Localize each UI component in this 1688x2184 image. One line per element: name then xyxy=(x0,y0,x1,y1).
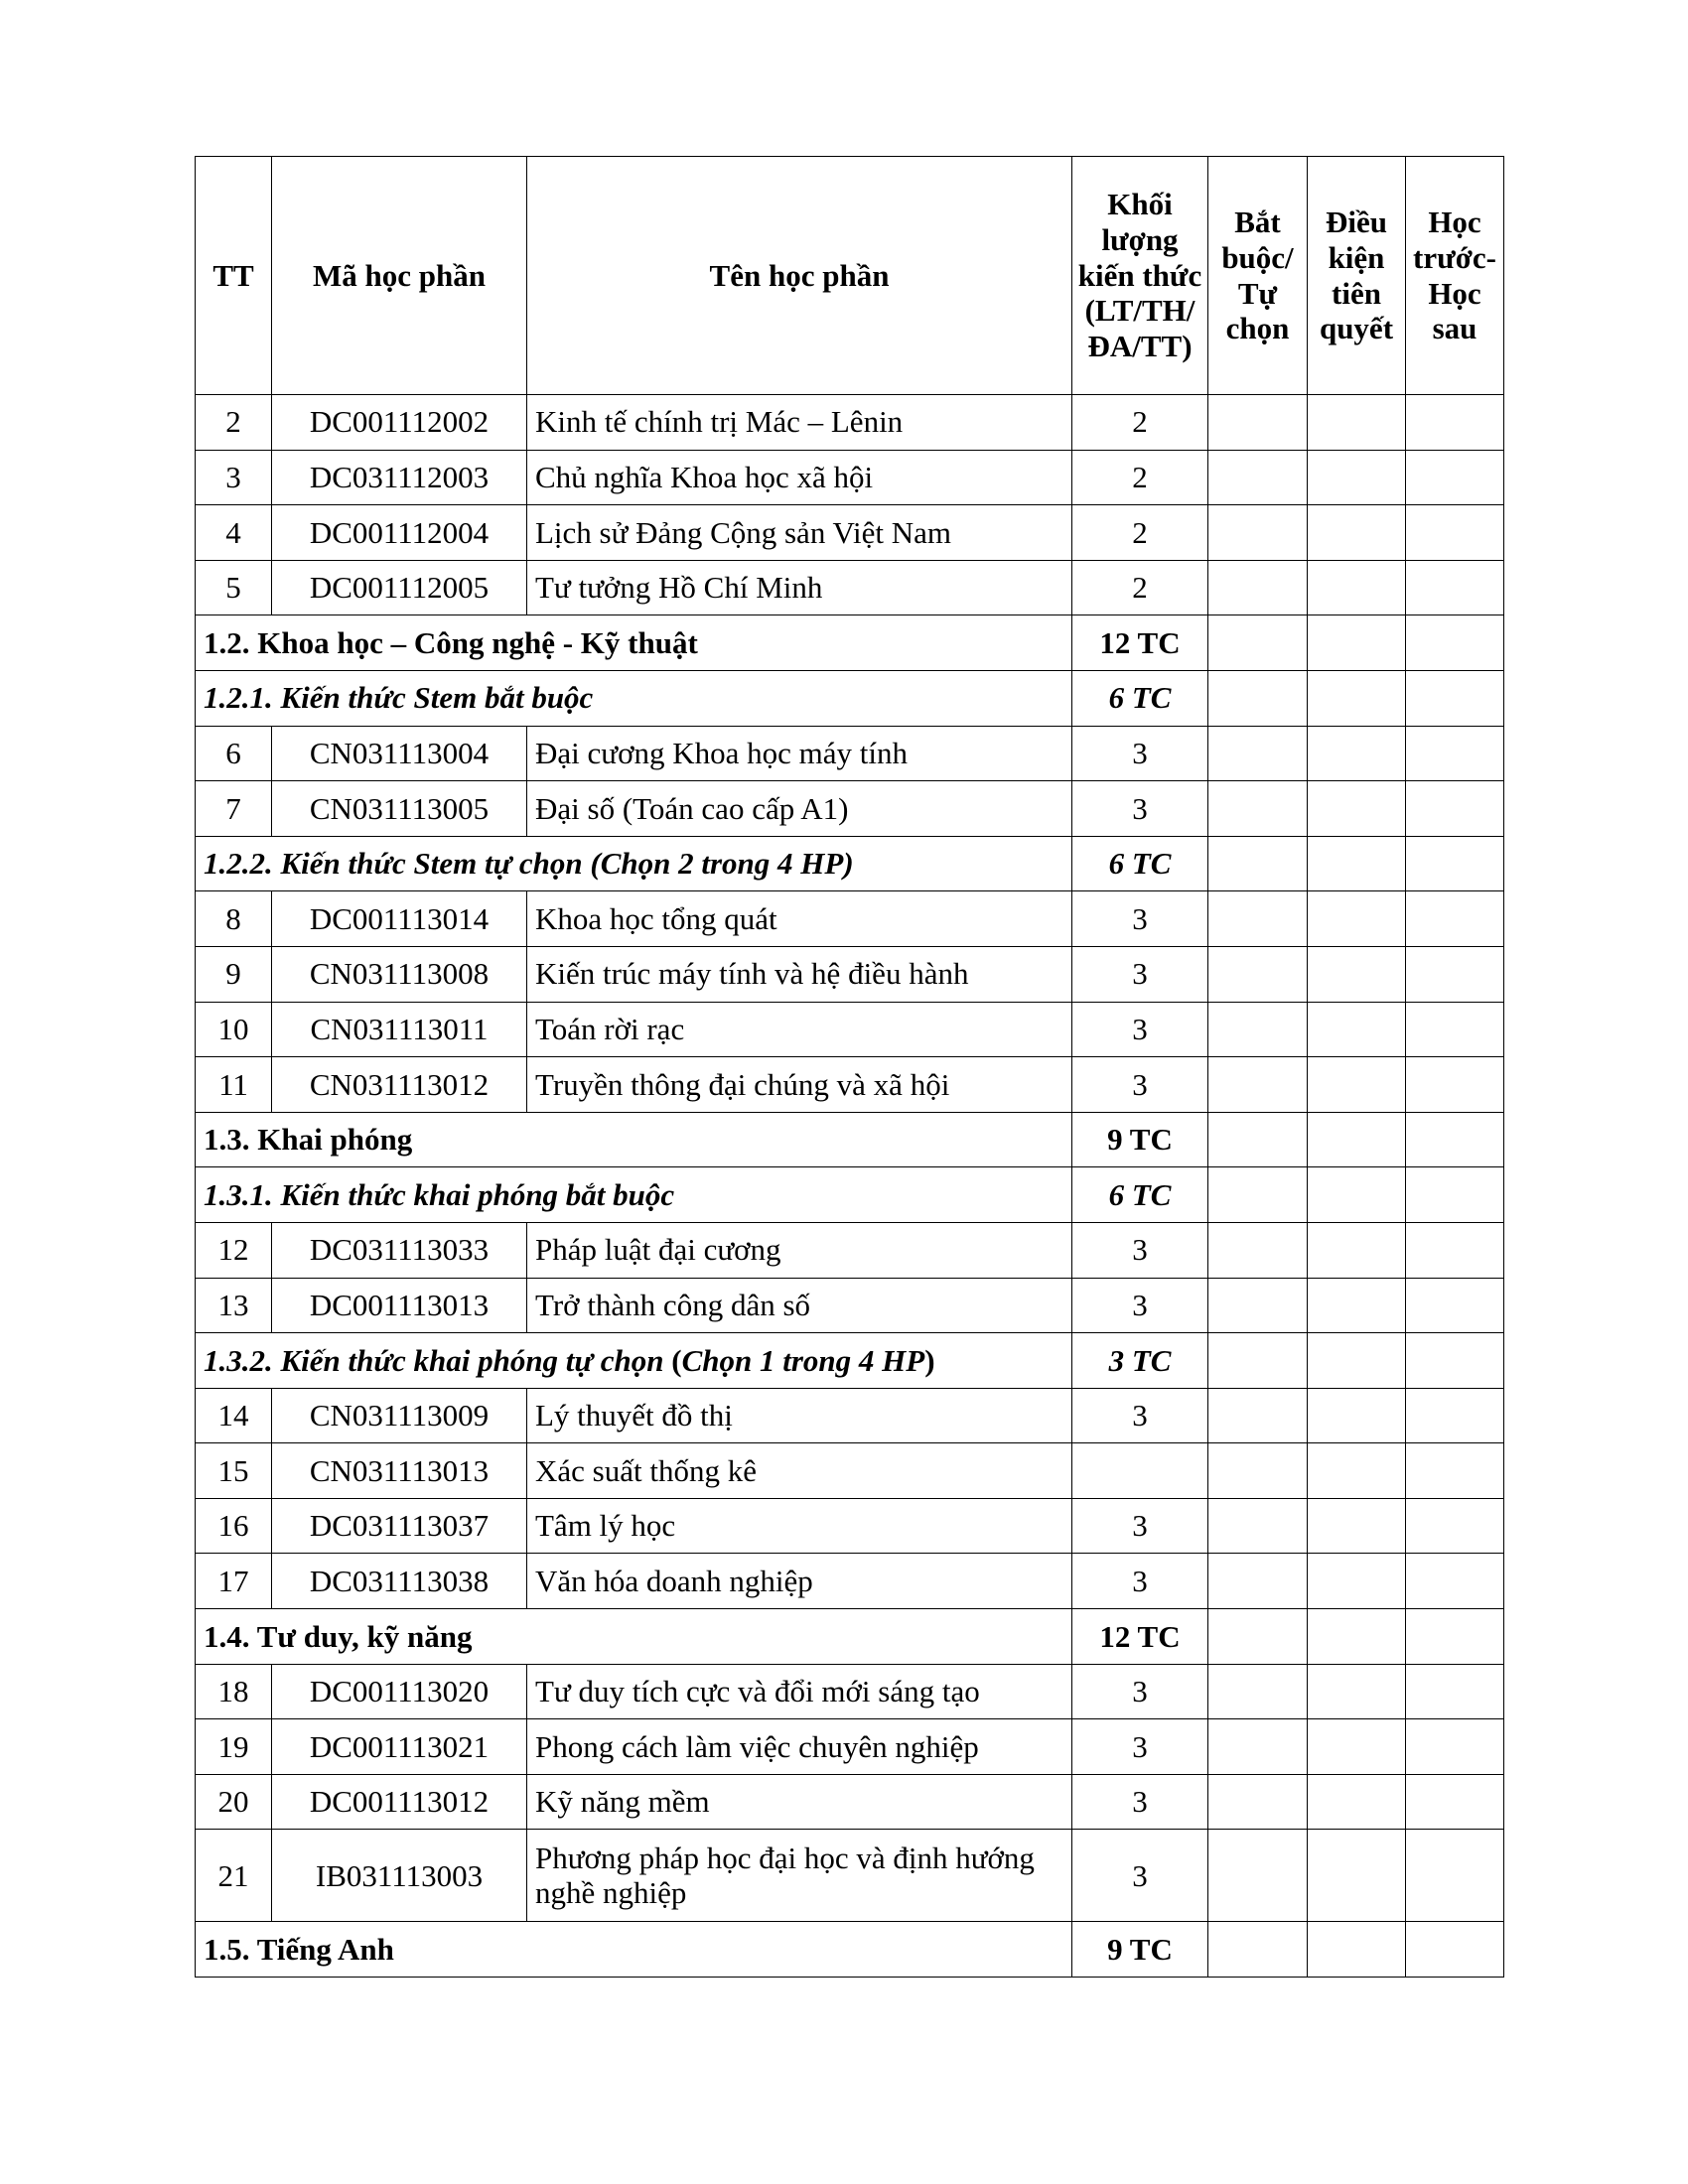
cell-prerequisite xyxy=(1308,560,1406,615)
cell-credits: 3 xyxy=(1072,1388,1208,1443)
cell-course-code: DC001112005 xyxy=(272,560,527,615)
subsection-title-main: 1.3.2. Kiến thức khai phóng tự chọn xyxy=(204,1342,672,1378)
table-row xyxy=(196,891,1504,947)
cell-required xyxy=(1208,615,1308,671)
cell-required xyxy=(1208,1278,1308,1333)
cell-credits: 3 xyxy=(1072,781,1208,837)
header-course-name: Tên học phần xyxy=(527,157,1072,395)
cell-course-name: Pháp luật đại cương xyxy=(527,1222,1072,1278)
cell-order xyxy=(1406,1443,1504,1499)
table-row xyxy=(196,1388,1504,1443)
cell-tt: 15 xyxy=(196,1443,272,1499)
cell-credits: 3 xyxy=(1072,1498,1208,1554)
cell-required xyxy=(1208,1112,1308,1167)
cell-prerequisite xyxy=(1308,946,1406,1002)
cell-credits: 3 xyxy=(1072,726,1208,781)
cell-course-code: DC001113012 xyxy=(272,1774,527,1830)
cell-credits: 3 xyxy=(1072,891,1208,947)
cell-prerequisite xyxy=(1308,836,1406,891)
table-row xyxy=(196,1443,1504,1499)
cell-prerequisite xyxy=(1308,1388,1406,1443)
cell-order xyxy=(1406,1333,1504,1389)
cell-required xyxy=(1208,1222,1308,1278)
table-row xyxy=(196,1278,1504,1333)
cell-course-code: DC001113014 xyxy=(272,891,527,947)
table-row xyxy=(196,781,1504,837)
table-body xyxy=(196,395,1504,1978)
cell-course-code: DC001112002 xyxy=(272,395,527,451)
cell-required xyxy=(1208,1664,1308,1719)
section-row xyxy=(196,1922,1504,1978)
subsection-credits: 6 TC xyxy=(1072,1167,1208,1223)
table-row xyxy=(196,726,1504,781)
cell-credits: 3 xyxy=(1072,1774,1208,1830)
cell-credits: 3 xyxy=(1072,1222,1208,1278)
cell-required xyxy=(1208,726,1308,781)
cell-required xyxy=(1208,1498,1308,1554)
cell-prerequisite xyxy=(1308,1774,1406,1830)
cell-course-name: Lý thuyết đồ thị xyxy=(527,1388,1072,1443)
cell-tt: 12 xyxy=(196,1222,272,1278)
subsection-title: 1.2.1. Kiến thức Stem bắt buộc xyxy=(196,670,1072,726)
cell-required xyxy=(1208,505,1308,561)
cell-course-code: DC001113020 xyxy=(272,1664,527,1719)
cell-required xyxy=(1208,1774,1308,1830)
cell-required xyxy=(1208,781,1308,837)
cell-required xyxy=(1208,1443,1308,1499)
header-required-elective: Bắt buộc/ Tự chọn xyxy=(1208,157,1308,395)
cell-course-code: CN031113005 xyxy=(272,781,527,837)
subsection-title-open-paren: ( xyxy=(671,1342,682,1378)
cell-prerequisite xyxy=(1308,1167,1406,1223)
cell-prerequisite xyxy=(1308,395,1406,451)
cell-required xyxy=(1208,891,1308,947)
cell-course-code: DC031113033 xyxy=(272,1222,527,1278)
cell-order xyxy=(1406,1002,1504,1057)
cell-tt: 20 xyxy=(196,1774,272,1830)
cell-required xyxy=(1208,1333,1308,1389)
cell-tt: 18 xyxy=(196,1664,272,1719)
cell-prerequisite xyxy=(1308,1278,1406,1333)
cell-course-name: Trở thành công dân số xyxy=(527,1278,1072,1333)
cell-tt: 8 xyxy=(196,891,272,947)
cell-course-name: Kinh tế chính trị Mác – Lênin xyxy=(527,395,1072,451)
cell-credits: 3 xyxy=(1072,1057,1208,1113)
table-row xyxy=(196,946,1504,1002)
cell-credits: 2 xyxy=(1072,505,1208,561)
cell-credits: 2 xyxy=(1072,395,1208,451)
cell-credits: 2 xyxy=(1072,560,1208,615)
cell-tt: 5 xyxy=(196,560,272,615)
cell-order xyxy=(1406,670,1504,726)
cell-course-code: DC031113038 xyxy=(272,1554,527,1609)
subsection-title: 1.3.1. Kiến thức khai phóng bắt buộc xyxy=(196,1167,1072,1223)
cell-required xyxy=(1208,1167,1308,1223)
subsection-credits: 6 TC xyxy=(1072,670,1208,726)
table-row xyxy=(196,1498,1504,1554)
cell-course-name: Đại số (Toán cao cấp A1) xyxy=(527,781,1072,837)
table-row xyxy=(196,1664,1504,1719)
cell-required xyxy=(1208,670,1308,726)
cell-order xyxy=(1406,891,1504,947)
cell-required xyxy=(1208,1719,1308,1775)
cell-course-name: Kỹ năng mềm xyxy=(527,1774,1072,1830)
cell-course-name: Toán rời rạc xyxy=(527,1002,1072,1057)
cell-course-name: Phương pháp học đại học và định hướng nghề nghiệp xyxy=(527,1830,1072,1922)
curriculum-table xyxy=(195,156,1504,1978)
table-row xyxy=(196,395,1504,451)
cell-tt: 3 xyxy=(196,450,272,505)
cell-order xyxy=(1406,1830,1504,1922)
cell-course-code: DC001113013 xyxy=(272,1278,527,1333)
cell-course-name: Đại cương Khoa học máy tính xyxy=(527,726,1072,781)
cell-prerequisite xyxy=(1308,726,1406,781)
table-row xyxy=(196,1719,1504,1775)
section-title: 1.3. Khai phóng xyxy=(196,1112,1072,1167)
cell-credits: 3 xyxy=(1072,1719,1208,1775)
cell-prerequisite xyxy=(1308,670,1406,726)
cell-tt: 9 xyxy=(196,946,272,1002)
cell-credits: 3 xyxy=(1072,1278,1208,1333)
cell-order xyxy=(1406,1112,1504,1167)
cell-tt: 7 xyxy=(196,781,272,837)
subsection-row xyxy=(196,1333,1504,1389)
cell-prerequisite xyxy=(1308,1443,1406,1499)
cell-prerequisite xyxy=(1308,1664,1406,1719)
cell-course-name: Phong cách làm việc chuyên nghiệp xyxy=(527,1719,1072,1775)
cell-prerequisite xyxy=(1308,1112,1406,1167)
cell-tt: 13 xyxy=(196,1278,272,1333)
table-row xyxy=(196,1774,1504,1830)
cell-order xyxy=(1406,1922,1504,1978)
cell-prerequisite xyxy=(1308,450,1406,505)
cell-order xyxy=(1406,450,1504,505)
cell-order xyxy=(1406,1498,1504,1554)
table-row xyxy=(196,1057,1504,1113)
cell-required xyxy=(1208,1609,1308,1665)
table-row xyxy=(196,505,1504,561)
subsection-title xyxy=(196,1333,1072,1389)
subsection-title: 1.2.2. Kiến thức Stem tự chọn (Chọn 2 trong 4 HP) xyxy=(196,836,1072,891)
cell-course-name: Khoa học tổng quát xyxy=(527,891,1072,947)
cell-prerequisite xyxy=(1308,1333,1406,1389)
cell-order xyxy=(1406,505,1504,561)
cell-order xyxy=(1406,1388,1504,1443)
cell-prerequisite xyxy=(1308,1057,1406,1113)
cell-tt: 19 xyxy=(196,1719,272,1775)
cell-prerequisite xyxy=(1308,1719,1406,1775)
cell-required xyxy=(1208,1554,1308,1609)
cell-prerequisite xyxy=(1308,1554,1406,1609)
section-credits: 12 TC xyxy=(1072,615,1208,671)
cell-course-name: Kiến trúc máy tính và hệ điều hành xyxy=(527,946,1072,1002)
cell-credits: 3 xyxy=(1072,1664,1208,1719)
cell-course-name: Xác suất thống kê xyxy=(527,1443,1072,1499)
section-row xyxy=(196,1609,1504,1665)
cell-course-code: IB031113003 xyxy=(272,1830,527,1922)
section-row xyxy=(196,1112,1504,1167)
cell-prerequisite xyxy=(1308,615,1406,671)
cell-course-code: CN031113011 xyxy=(272,1002,527,1057)
cell-required xyxy=(1208,946,1308,1002)
header-credits: Khối lượng kiến thức (LT/TH/ ĐA/TT) xyxy=(1072,157,1208,395)
cell-prerequisite xyxy=(1308,1609,1406,1665)
cell-course-name: Tư duy tích cực và đổi mới sáng tạo xyxy=(527,1664,1072,1719)
cell-credits: 2 xyxy=(1072,450,1208,505)
cell-required xyxy=(1208,560,1308,615)
cell-course-code: DC001112004 xyxy=(272,505,527,561)
table-row xyxy=(196,1830,1504,1922)
cell-order xyxy=(1406,726,1504,781)
cell-course-code: CN031113009 xyxy=(272,1388,527,1443)
subsection-row xyxy=(196,1167,1504,1223)
cell-order xyxy=(1406,946,1504,1002)
cell-order xyxy=(1406,1167,1504,1223)
cell-prerequisite xyxy=(1308,1830,1406,1922)
subsection-title-close-paren: ) xyxy=(924,1342,935,1378)
cell-order xyxy=(1406,1554,1504,1609)
cell-course-name: Chủ nghĩa Khoa học xã hội xyxy=(527,450,1072,505)
cell-order xyxy=(1406,560,1504,615)
cell-course-code: CN031113008 xyxy=(272,946,527,1002)
cell-course-code: DC031113037 xyxy=(272,1498,527,1554)
subsection-row xyxy=(196,836,1504,891)
cell-tt: 17 xyxy=(196,1554,272,1609)
section-title: 1.4. Tư duy, kỹ năng xyxy=(196,1609,1072,1665)
subsection-row xyxy=(196,670,1504,726)
cell-prerequisite xyxy=(1308,1002,1406,1057)
cell-tt: 10 xyxy=(196,1002,272,1057)
cell-prerequisite xyxy=(1308,1498,1406,1554)
cell-credits: 3 xyxy=(1072,946,1208,1002)
cell-tt: 4 xyxy=(196,505,272,561)
cell-order xyxy=(1406,836,1504,891)
subsection-credits: 3 TC xyxy=(1072,1333,1208,1389)
subsection-title-detail: Chọn 1 trong 4 HP xyxy=(681,1342,925,1378)
cell-prerequisite xyxy=(1308,505,1406,561)
cell-course-name: Lịch sử Đảng Cộng sản Việt Nam xyxy=(527,505,1072,561)
cell-credits: 3 xyxy=(1072,1830,1208,1922)
cell-required xyxy=(1208,1057,1308,1113)
cell-tt: 16 xyxy=(196,1498,272,1554)
cell-tt: 14 xyxy=(196,1388,272,1443)
cell-course-code: CN031113013 xyxy=(272,1443,527,1499)
cell-course-code: CN031113004 xyxy=(272,726,527,781)
cell-order xyxy=(1406,1057,1504,1113)
cell-course-name: Tư tưởng Hồ Chí Minh xyxy=(527,560,1072,615)
table-header xyxy=(196,157,1504,395)
cell-order xyxy=(1406,1609,1504,1665)
cell-required xyxy=(1208,395,1308,451)
table-row xyxy=(196,1222,1504,1278)
cell-order xyxy=(1406,615,1504,671)
section-title: 1.2. Khoa học – Công nghệ - Kỹ thuật xyxy=(196,615,1072,671)
section-title: 1.5. Tiếng Anh xyxy=(196,1922,1072,1978)
cell-tt: 11 xyxy=(196,1057,272,1113)
table-row xyxy=(196,1554,1504,1609)
header-tt: TT xyxy=(196,157,272,395)
cell-required xyxy=(1208,450,1308,505)
cell-order xyxy=(1406,781,1504,837)
cell-course-code: DC031112003 xyxy=(272,450,527,505)
cell-prerequisite xyxy=(1308,781,1406,837)
cell-tt: 6 xyxy=(196,726,272,781)
cell-credits: 3 xyxy=(1072,1002,1208,1057)
table-row xyxy=(196,1002,1504,1057)
cell-tt: 21 xyxy=(196,1830,272,1922)
cell-required xyxy=(1208,1002,1308,1057)
cell-course-name: Truyền thông đại chúng và xã hội xyxy=(527,1057,1072,1113)
cell-order xyxy=(1406,1278,1504,1333)
section-credits: 9 TC xyxy=(1072,1112,1208,1167)
cell-order xyxy=(1406,395,1504,451)
cell-course-name: Văn hóa doanh nghiệp xyxy=(527,1554,1072,1609)
cell-required xyxy=(1208,1388,1308,1443)
cell-required xyxy=(1208,1922,1308,1978)
section-row xyxy=(196,615,1504,671)
cell-prerequisite xyxy=(1308,891,1406,947)
cell-course-name: Tâm lý học xyxy=(527,1498,1072,1554)
header-prerequisite: Điều kiện tiên quyết xyxy=(1308,157,1406,395)
cell-tt: 2 xyxy=(196,395,272,451)
section-credits: 9 TC xyxy=(1072,1922,1208,1978)
header-row xyxy=(196,157,1504,395)
cell-credits: 3 xyxy=(1072,1554,1208,1609)
cell-required xyxy=(1208,836,1308,891)
header-order: Học trước- Học sau xyxy=(1406,157,1504,395)
cell-course-code: CN031113012 xyxy=(272,1057,527,1113)
cell-order xyxy=(1406,1222,1504,1278)
cell-credits xyxy=(1072,1443,1208,1499)
cell-prerequisite xyxy=(1308,1922,1406,1978)
table-row xyxy=(196,560,1504,615)
cell-course-code: DC001113021 xyxy=(272,1719,527,1775)
header-course-code: Mã học phần xyxy=(272,157,527,395)
cell-order xyxy=(1406,1774,1504,1830)
subsection-credits: 6 TC xyxy=(1072,836,1208,891)
cell-order xyxy=(1406,1719,1504,1775)
section-credits: 12 TC xyxy=(1072,1609,1208,1665)
cell-required xyxy=(1208,1830,1308,1922)
cell-order xyxy=(1406,1664,1504,1719)
cell-prerequisite xyxy=(1308,1222,1406,1278)
table-row xyxy=(196,450,1504,505)
